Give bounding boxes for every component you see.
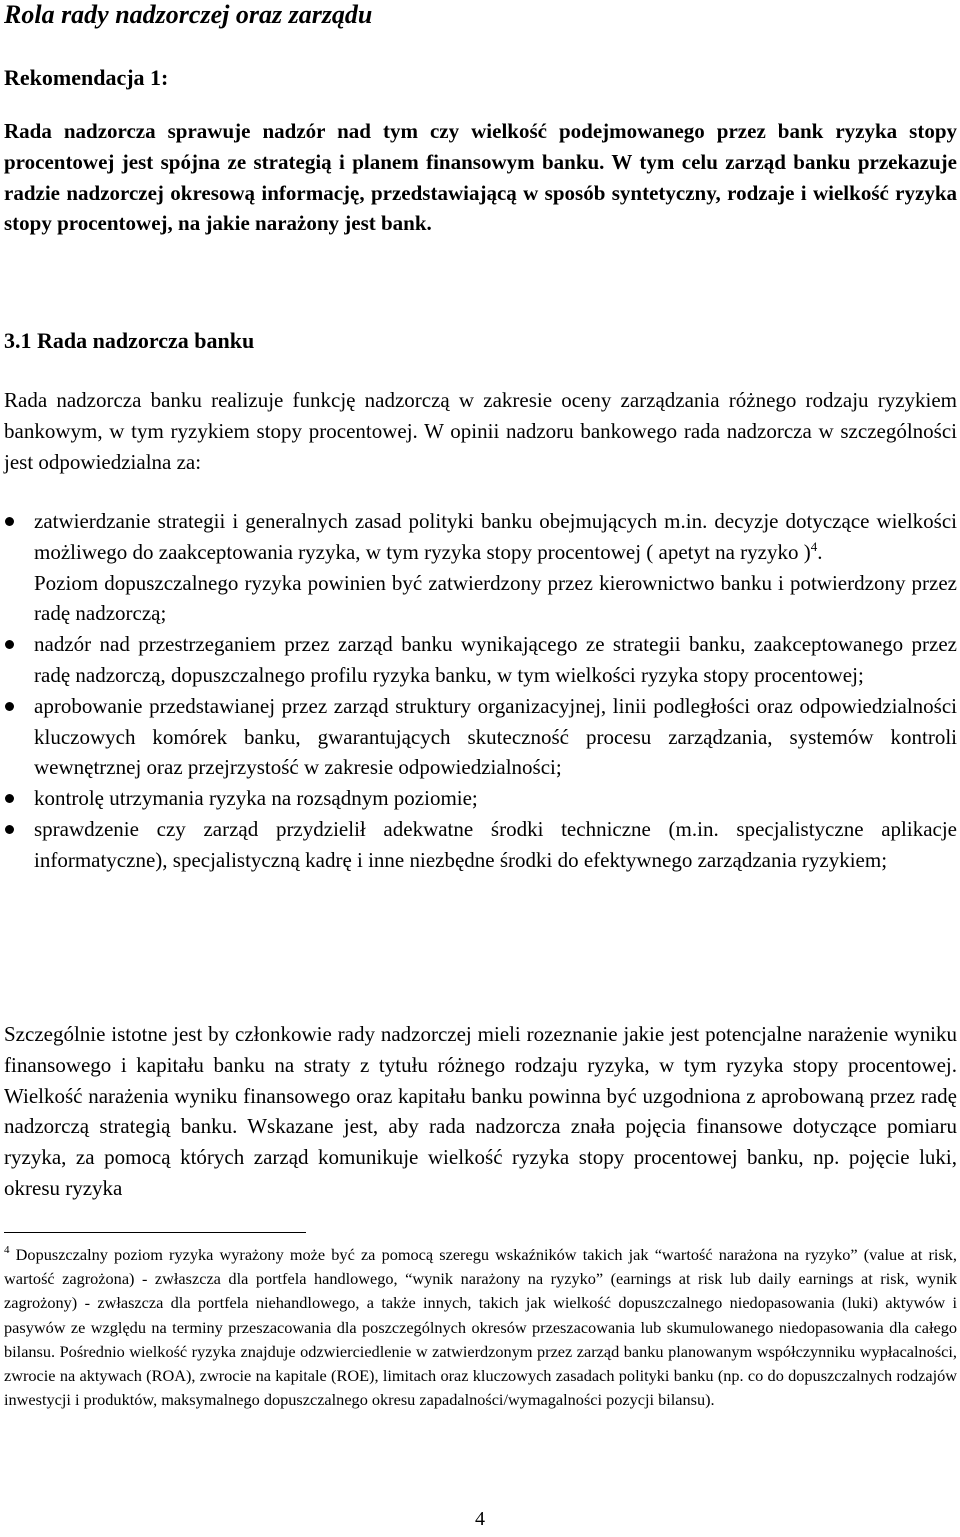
bullet-icon	[5, 640, 14, 649]
section-intro: Rada nadzorcza banku realizuje funkcję nadzorczą w zakresie oceny zarządzania różnego rodzaju ryzykiem bankowym, w tym ryzykiem stopy procentowej. W opinii nadzoru bankowego rada nadzorcza w szczególności jest odpowiedzialna za:	[4, 388, 957, 474]
footnote	[4, 1243, 957, 1412]
footnote-separator	[4, 1232, 306, 1233]
list-item-text: kontrolę utrzymania ryzyka na rozsądnym poziomie;	[34, 786, 478, 811]
footnote-reference[interactable]: 4	[810, 538, 818, 554]
section-heading: 3.1 Rada nadzorcza banku	[4, 328, 255, 353]
list-item	[0, 691, 957, 783]
list-item	[0, 629, 957, 691]
list-item-text: zatwierdzanie strategii i generalnych zasad polityki banku obejmujących m.in. decyzje dotyczące wielkości możliwego do zaakceptowania ryzyka, w tym ryzyka stopy procentowej ( apetyt na ryzyko )	[34, 509, 957, 564]
list-item	[0, 814, 957, 876]
list-item-text: sprawdzenie czy zarząd przydzielił adekwatne środki techniczne (m.in. specjalistyczne aplikacje informatyczne), specjalistyczną kadrę i inne niezbędne środki do efektywnego zarządzania ryzykiem;	[34, 816, 957, 872]
list-item-continuation: Poziom dopuszczalnego ryzyka powinien być zatwierdzony przez kierownictwo banku i potwierdzony przez radę nadzorczą;	[34, 570, 957, 626]
bullet-icon	[5, 702, 14, 711]
list-item-text: nadzór nad przestrzeganiem przez zarząd banku wynikającego ze strategii banku, zaakceptowanego przez radę nadzorczą, dopuszczalnego profilu ryzyka banku, w tym wielkości ryzyka stopy procentowej;	[34, 632, 957, 687]
list-item-text: aprobowanie przedstawianej przez zarząd struktury organizacyjnej, linii podległości oraz odpowiedzialności kluczowych komórek banku, gwarantujących skuteczność procesu zarządzania, systemów kontroli wewnętrznej oraz przejrzystość w zakresie odpowiedzialności;	[34, 693, 957, 780]
page-number: 4	[475, 1508, 485, 1530]
bullet-icon	[5, 794, 14, 803]
list-item-text-end: .	[817, 539, 823, 564]
bullet-icon	[5, 825, 14, 834]
footnote-number: 4	[4, 1244, 10, 1256]
responsibilities-list	[0, 506, 960, 876]
page-title: Rola rady nadzorczej oraz zarządu	[4, 0, 373, 29]
list-item	[0, 783, 957, 814]
list-item	[0, 506, 957, 629]
closing-paragraph: Szczególnie istotne jest by członkowie rady nadzorczej mieli rozeznanie jakie jest potencjalne narażenie wyniku finansowego i kapitału banku na straty z tytułu różnego rodzaju ryzyka, w tym ryzyka stopy procentowej. Wielkość narażenia wyniku finansowego oraz kapitału banku powinna być uzgodniona z aprobowaną przez radę nadzorczą strategią banku. Wskazane jest, aby rada nadzorcza znała pojęcia finansowe dotyczące pomiaru ryzyka, za pomocą których zarząd komunikuje wielkość ryzyka stopy procentowej banku, np. pojęcie luki, okresu ryzyka	[4, 1022, 957, 1200]
bullet-icon	[5, 517, 14, 526]
footnote-text: Dopuszczalny poziom ryzyka wyrażony może być za pomocą szeregu wskaźników takich jak “wartość narażona na ryzyko” (value at risk, wartość zagrożona) - zwłaszcza dla portfela handlowego, “wynik narażony na ryzyko” (earnings at risk lub daily earnings at risk, wynik zagrożony) - zwłaszcza dla portfela niehandlowego, a także innych, takich jak wielkość dopuszczalnego niedopasowania (luki) aktywów i pasywów ze względu na terminy przeszacowania dla poszczególnych okresów przeszacowania lub skumulowanego niedopasowania dla całego bilansu. Pośrednio wielkość ryzyka znajduje odzwierciedlenie w zatwierdzonym przez zarząd banku planowanym współczynniku wypłacalności, zwrocie na aktywach (ROA), zwrocie na kapitale (ROE), limitach oraz kluczowych zasadach polityki banku (np. co do dopuszczalnych rodzajów inwestycji i produktów, maksymalnego dopuszczalnego okresu zapadalności/wymagalności pozycji bilansu).	[4, 1245, 957, 1410]
recommendation-heading: Rekomendacja 1:	[4, 65, 169, 90]
recommendation-text: Rada nadzorcza sprawuje nadzór nad tym czy wielkość podejmowanego przez bank ryzyka stopy procentowej jest spójna ze strategią i planem finansowym banku. W tym celu zarząd banku przekazuje radzie nadzorczej okresową informację, przedstawiającą w sposób syntetyczny, rodzaje i wielkość ryzyka stopy procentowej, na jakie narażony jest bank.	[4, 119, 957, 236]
